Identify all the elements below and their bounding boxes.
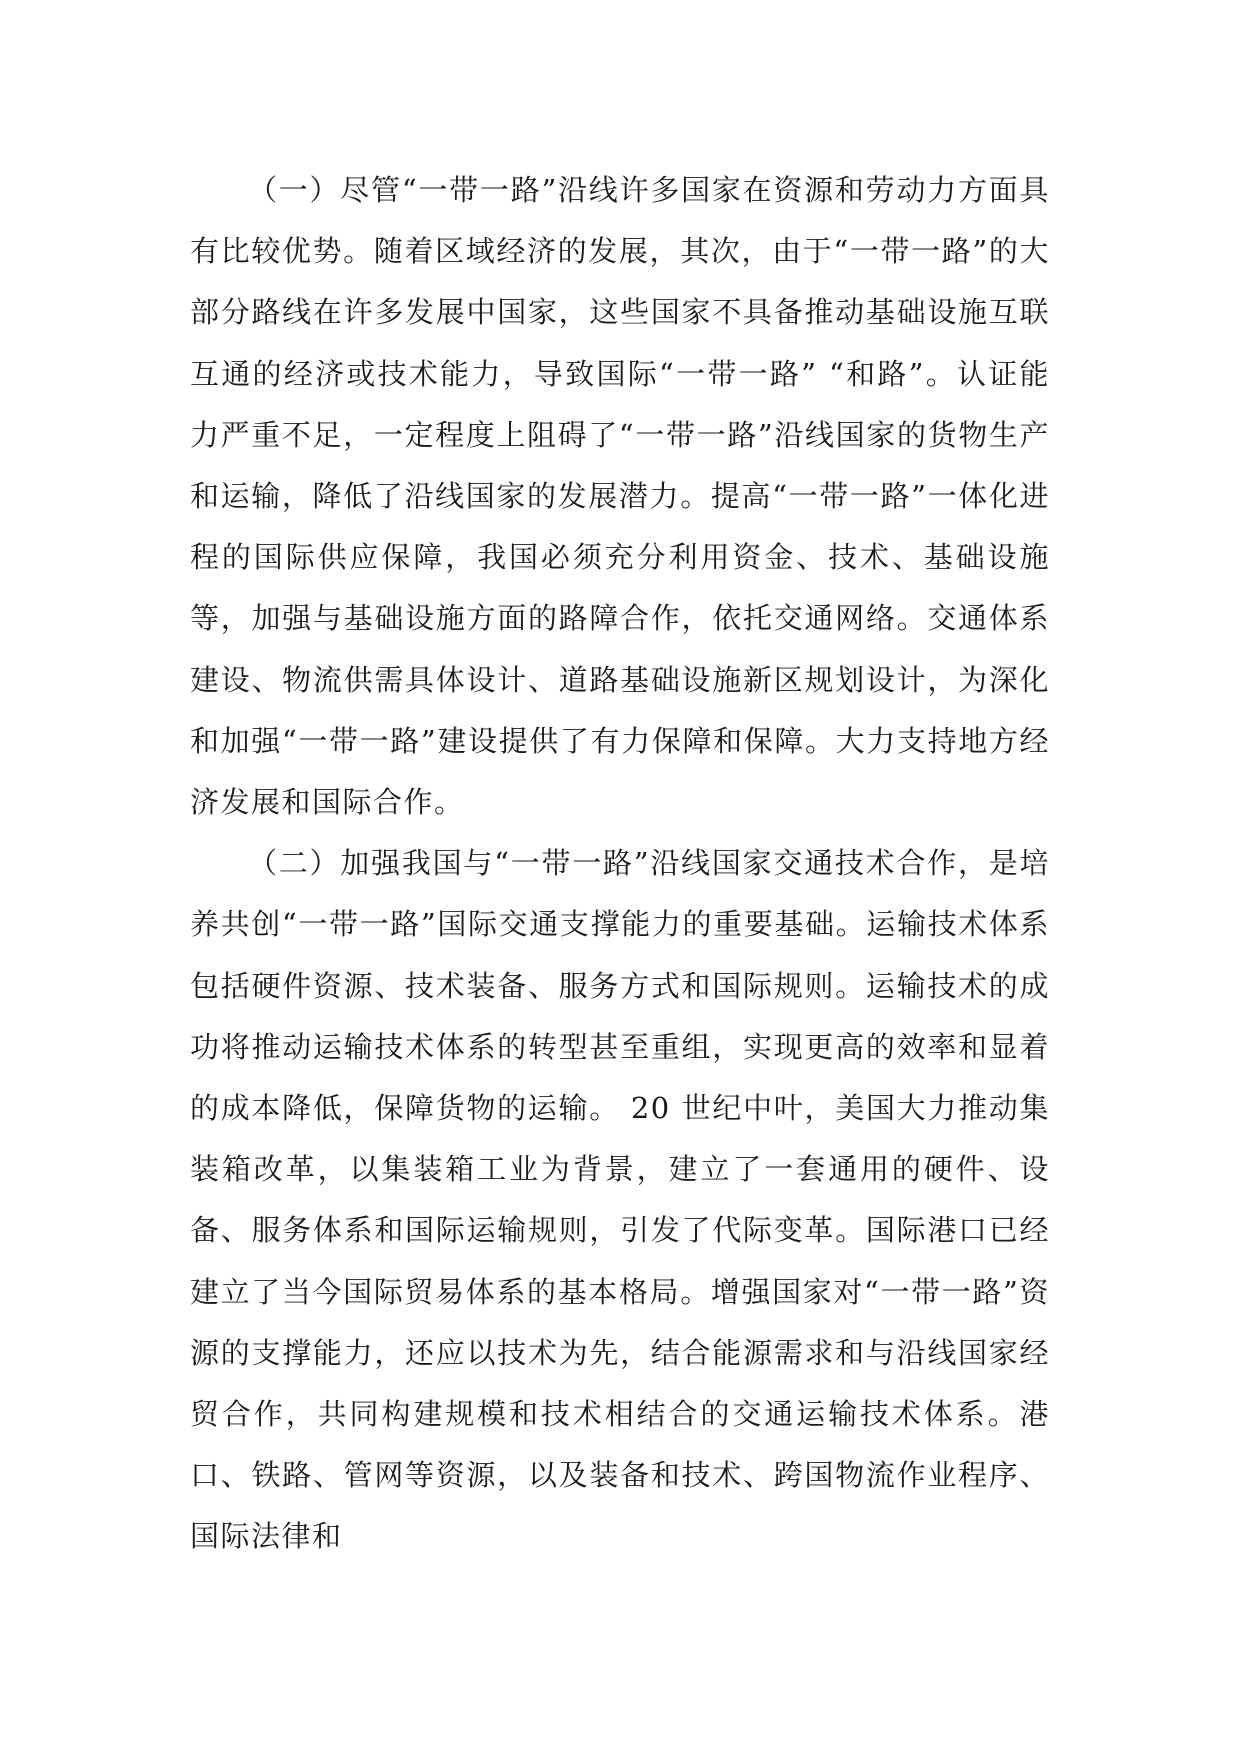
paragraph-1: （一）尽管“一带一路”沿线许多国家在资源和劳动力方面具有比较优势。随着区域经济的发展，其次，由于“一带一路”的大部分路线在许多发展中国家，这些国家不具备推动基础设施互联互通的经济或技术能力，导致国际“一带一路” “和路”。认证能力严重不足，一定程度上阻碍了“一带一路”沿线国家的货物生产和运输，降低了沿线国家的发展潜力。提高“一带一路”一体化进程的国际供应保障，我国必须充分利用资金、技术、基础设施等，加强与基础设施方面的路障合作，依托交通网络。交通体系建设、物流供需具体设计、道路基础设施新区规划设计，为深化和加强“一带一路”建设提供了有力保障和保障。大力支持地方经济发展和国际合作。 <box>190 173 1050 820</box>
paragraph-2: （二）加强我国与“一带一路”沿线国家交通技术合作，是培养共创“一带一路”国际交通支撑能力的重要基础。运输技术体系包括硬件资源、技术装备、服务方式和国际规则。运输技术的成功将推动运输技术体系的转型甚至重组，实现更高的效率和显着的成本降低，保障货物的运输。 20 世纪中叶，美国大力推动集装箱改革，以集装箱工业为背景，建立了一套通用的硬件、设备、服务体系和国际运输规则，引发了代际变革。国际港口已经建立了当今国际贸易体系的基本格局。增强国家对“一带一路”资源的支撑能力，还应以技术为先，结合能源需求和与沿线国家经贸合作，共同构建规模和技术相结合的交通运输技术体系。港口、铁路、管网等资源，以及装备和技术、跨国物流作业程序、国际法律和 <box>190 846 1050 1554</box>
document-body <box>190 160 1050 1568</box>
